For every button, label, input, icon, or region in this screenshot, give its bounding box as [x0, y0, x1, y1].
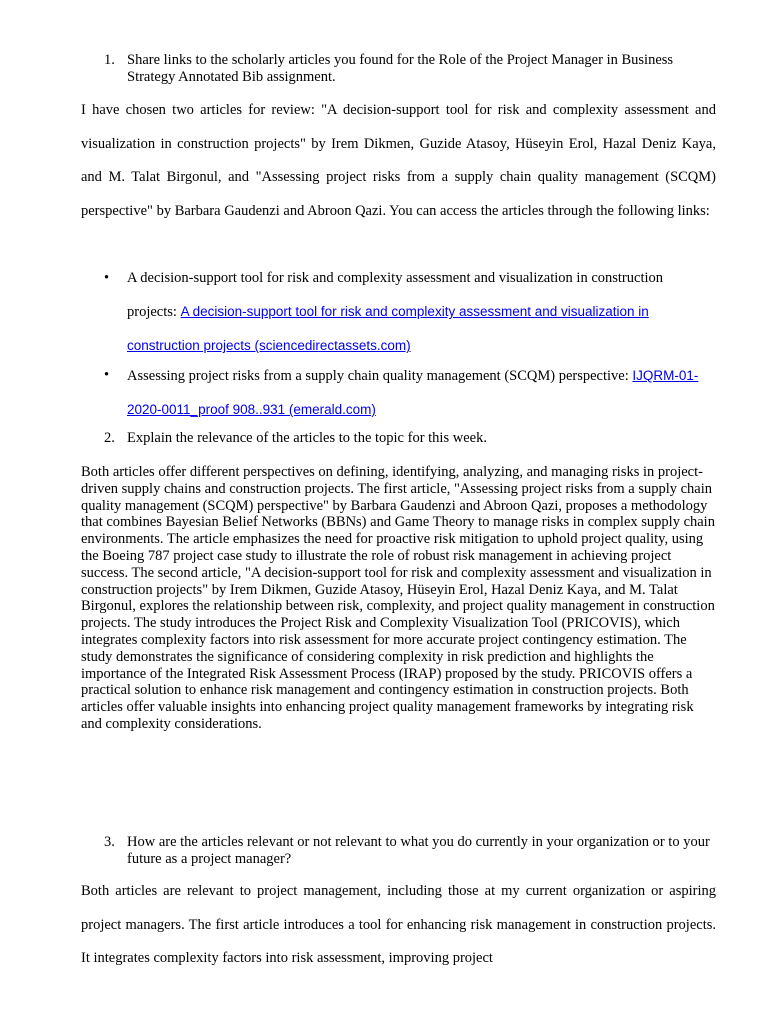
question-1 — [104, 52, 716, 86]
bullet-item-1-text: A decision-support tool for risk and complexity assessment and visualization in construction projects: — [127, 270, 664, 320]
bullet-symbol: • — [104, 270, 110, 286]
bullet-item-1 — [104, 262, 716, 363]
bullet-item-2-text: Assessing project risks from a supply chain quality management (SCQM) perspective: — [127, 368, 633, 384]
article-link-1[interactable]: A decision-support tool for risk and complexity assessment and visualization in construction projects (sciencedirectassets.com) — [127, 304, 649, 353]
answer-2-paragraph: Both articles offer different perspectives on defining, identifying, analyzing, and managing risks in project-driven supply chains and construction projects. The first article, "Assessing project risks from a supply chain quality management (SCQM) perspective" by Barbara Gaudenzi and Abroon Qazi, proposes a methodology that combines Bayesian Belief Networks (BBNs) and Game Theory to manage risks in complex supply chain environments. The article emphasizes the need for proactive risk mitigation to uphold project quality, using the Boeing 787 project case study to illustrate the role of robust risk management in achieving project success. The second article, "A decision-support tool for risk and complexity assessment and visualization in construction projects" by Irem Dikmen, Guzide Atasoy, Hüseyin Erol, Hazal Deniz Kaya, and M. Talat Birgonul, explores the relationship between risk, complexity, and project quality management in construction projects. The study introduces the Project Risk and Complexity Visualization Tool (PRICOVIS), which integrates complexity factors into risk assessment for more accurate project contingency estimation. The study demonstrates the significance of considering complexity in risk prediction and highlights the importance of the Integrated Risk Assessment Process (IRAP) proposed by the study. PRICOVIS offers a practical solution to enhance risk management and contingency estimation in construction projects. Both articles offer valuable insights into enhancing project quality management frameworks by integrating risk and complexity considerations. — [81, 464, 715, 732]
question-3-text: How are the articles relevant or not relevant to what you do currently in your organization or to your future as a project manager? — [127, 834, 710, 867]
question-1-text: Share links to the scholarly articles you found for the Role of the Project Manager in Business Strategy Annotated Bib assignment. — [127, 52, 674, 85]
question-2 — [104, 430, 716, 447]
bullet-item-2-body — [127, 359, 716, 427]
answer-3-paragraph: Both articles are relevant to project management, including those at my current organization or aspiring project managers. The first article introduces a tool for enhancing risk management in construction projects. It integrates complexity factors into risk assessment, improving project — [81, 883, 716, 966]
bullet-item-2 — [104, 359, 716, 427]
intro-paragraph: I have chosen two articles for review: "A decision-support tool for risk and complexity assessment and visualization in construction projects" by Irem Dikmen, Guzide Atasoy, Hüseyin Erol, Hazal Deniz Kaya, and M. Talat Birgonul, and "Assessing project risks from a supply chain quality management (SCQM) perspective" by Barbara Gaudenzi and Abroon Qazi. You can access the articles through the following links: — [81, 102, 716, 219]
question-3 — [104, 834, 716, 868]
question-3-number: 3. — [104, 834, 115, 850]
question-2-text: Explain the relevance of the articles to the topic for this week. — [127, 430, 487, 446]
bullet-symbol: • — [104, 367, 110, 383]
question-1-number: 1. — [104, 52, 115, 68]
question-2-number: 2. — [104, 430, 115, 446]
article-link-2[interactable]: IJQRM-01-2020-0011_proof 908..931 (emerald.com) — [127, 368, 699, 417]
bullet-item-1-body — [127, 262, 716, 363]
